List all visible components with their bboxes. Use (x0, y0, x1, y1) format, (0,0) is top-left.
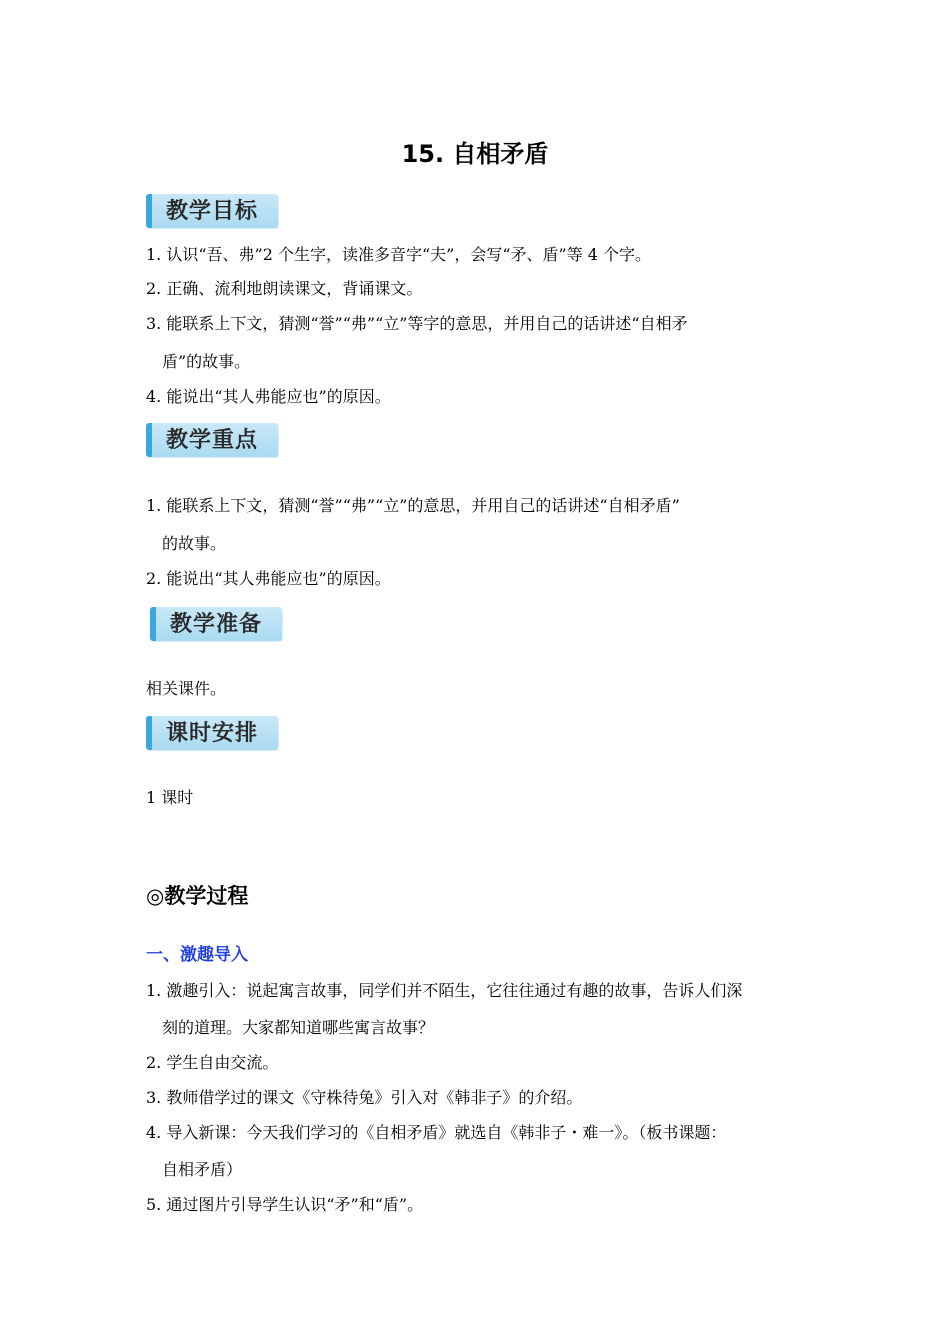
process-heading: ◎教学过程 (146, 884, 249, 908)
part1-line-4: 4. 导入新课：今天我们学习的《自相矛盾》就选自《韩非子・难一》。（板书课题： (146, 1123, 727, 1142)
objectives-line-3-cont: 盾”的故事。 (162, 352, 251, 371)
objectives-line-2: 2. 正确、流利地朗读课文，背诵课文。 (146, 279, 423, 298)
key-points-badge-label: 教学重点 (166, 427, 259, 453)
key-points-line-1: 1. 能联系上下文，猜测“誉”“弗”“立”的意思，并用自己的话讲述“自相矛盾” (146, 496, 680, 515)
part1-line-1: 1. 激趣引入：说起寓言故事，同学们并不陌生，它往往通过有趣的故事，告诉人们深 (146, 981, 743, 1000)
schedule-badge (146, 716, 278, 750)
preparation-line-1: 相关课件。 (146, 679, 227, 698)
objectives-line-4: 4. 能说出“其人弗能应也”的原因。 (146, 387, 391, 406)
schedule-line-1: 1 课时 (146, 788, 194, 807)
part1-line-4-cont: 自相矛盾） (162, 1160, 243, 1179)
objectives-line-1: 1. 认识“吾、弗”2 个生字，读准多音字“夫”，会写“矛、盾”等 4 个字。 (146, 245, 652, 264)
objectives-badge-label: 教学目标 (166, 198, 259, 224)
preparation-badge (150, 607, 282, 641)
schedule-badge-label: 课时安排 (166, 720, 259, 746)
key-points-badge (146, 423, 278, 457)
key-points-line-2: 2. 能说出“其人弗能应也”的原因。 (146, 569, 391, 588)
preparation-badge-label: 教学准备 (170, 611, 263, 637)
page-title: 15. 自相矛盾 (401, 140, 549, 168)
objectives-line-3: 3. 能联系上下文，猜测“誉”“弗”“立”等字的意思，并用自己的话讲述“自相矛 (146, 314, 688, 333)
part1-line-3: 3. 教师借学过的课文《守株待兔》引入对《韩非子》的介绍。 (146, 1088, 583, 1107)
objectives-badge (146, 194, 278, 228)
part1-line-5: 5. 通过图片引导学生认识“矛”和“盾”。 (146, 1195, 424, 1214)
part1-heading: 一、激趣导入 (146, 945, 248, 965)
key-points-line-1-cont: 的故事。 (162, 534, 227, 553)
part1-line-2: 2. 学生自由交流。 (146, 1053, 279, 1072)
part1-line-1-cont: 刻的道理。大家都知道哪些寓言故事？ (162, 1018, 435, 1037)
